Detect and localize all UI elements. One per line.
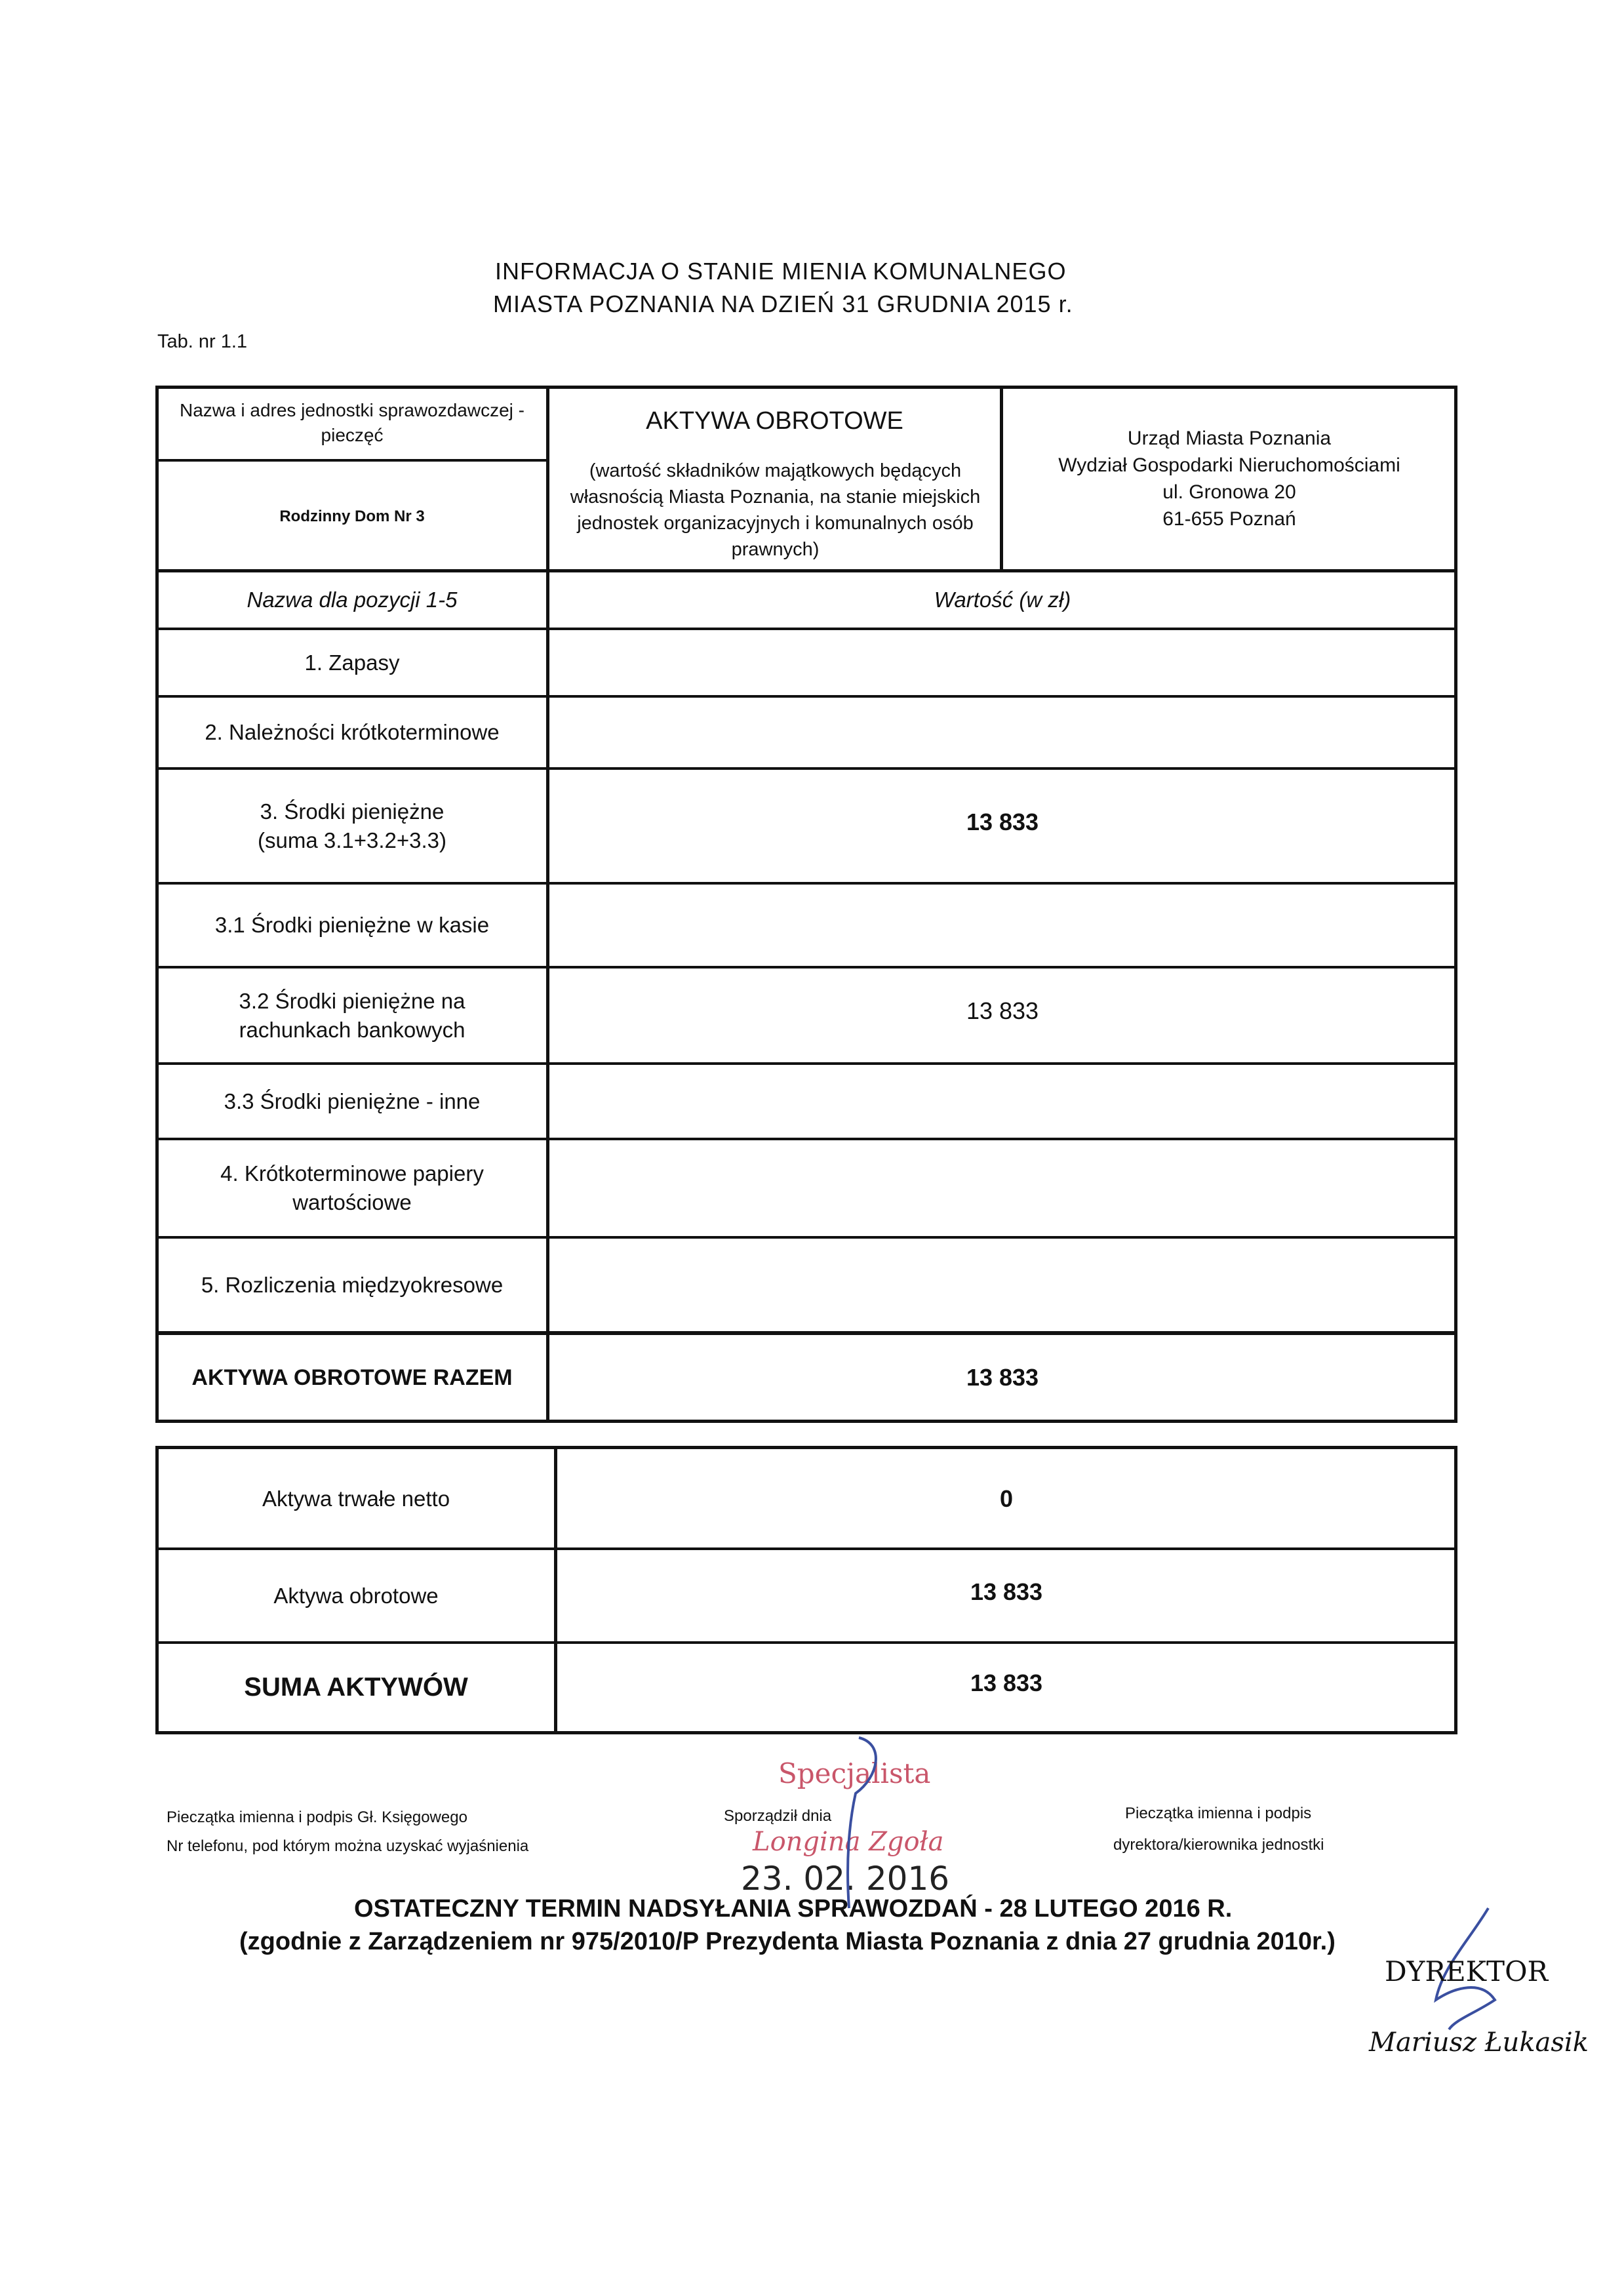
- row-label-text: 5. Rozliczenia międzyokresowe: [201, 1272, 504, 1297]
- table-row-label: [159, 968, 545, 1062]
- chief-accountant-stamp-label: Pieczątka imienna i podpis Gł. Księgowego: [167, 1808, 467, 1826]
- summary-value-text: 13 833: [970, 1578, 1043, 1605]
- unit-name-label-text: Nazwa i adres jednostki sprawozdawczej - pieczęć: [180, 400, 525, 445]
- table-total-label: [159, 1335, 545, 1420]
- unit-name: [159, 464, 545, 569]
- section-description: [564, 451, 987, 569]
- column-header-value: [551, 572, 1454, 628]
- row-label-text: 1. Zapasy: [304, 650, 400, 675]
- table-row-value: [551, 1140, 1454, 1236]
- divider: [155, 459, 547, 462]
- summary-total-label: [159, 1644, 553, 1731]
- row-label-text: 3.1 Środki pieniężne w kasie: [214, 913, 490, 937]
- table-row-label: [159, 1065, 545, 1138]
- phone-note-label: Nr telefonu, pod którym można uzyskać wyjaśnienia: [167, 1837, 529, 1855]
- summary-row-value: [559, 1550, 1454, 1634]
- divider: [546, 386, 549, 572]
- table-row-label: [159, 698, 545, 767]
- table-row-value: [551, 630, 1454, 695]
- document-title-line1: INFORMACJA O STANIE MIENIA KOMUNALNEGO: [495, 258, 1067, 285]
- column-header-name: [159, 572, 545, 628]
- table-row-value: [551, 770, 1454, 875]
- section-description-text: (wartość składników majątkowych będących własnością Miasta Poznania, na stanie miejskich jednostek organizacyjnych i komunalnych osób prawnych): [570, 460, 981, 560]
- summary-total-value: [559, 1644, 1454, 1723]
- table-row-label: [159, 1239, 545, 1331]
- recipient-line: Urząd Miasta Poznania: [1127, 428, 1332, 449]
- table-row-value: [551, 968, 1454, 1054]
- section-title-text: AKTYWA OBROTOWE: [646, 407, 903, 435]
- prepared-on-label: Sporządził dnia: [724, 1807, 832, 1825]
- handwritten-date: 23. 02. 2016: [741, 1860, 950, 1898]
- table-row-label: [159, 885, 545, 966]
- signature-scribble: [820, 1731, 898, 1915]
- table-row-value: [551, 1065, 1454, 1138]
- table-number: Tab. nr 1.1: [157, 331, 248, 352]
- summary-value-text: 0: [999, 1485, 1014, 1512]
- table-row-label: [159, 630, 545, 695]
- row-label-text: 3.2 Środki pieniężne na rachunkach bankowych: [239, 988, 465, 1042]
- unit-name-text: Rodzinny Dom Nr 3: [279, 508, 425, 525]
- recipient-line: Wydział Gospodarki Nieruchomościami: [1058, 454, 1400, 476]
- table-row-label: [159, 1140, 545, 1236]
- director-stamp-sublabel: dyrektora/kierownika jednostki: [1113, 1836, 1324, 1854]
- table-total-label-text: AKTYWA OBROTOWE RAZEM: [191, 1365, 513, 1390]
- recipient-address: [1004, 413, 1454, 544]
- recipient-line: 61-655 Poznań: [1162, 508, 1296, 530]
- column-header-value-text: Wartość (w zł): [934, 588, 1071, 612]
- row-value-text: 13 833: [966, 808, 1039, 835]
- summary-row-label: [159, 1550, 553, 1641]
- table-row-value: [551, 698, 1454, 767]
- director-name: Mariusz Łukasik: [1369, 2027, 1589, 2058]
- summary-total-value-text: 13 833: [970, 1669, 1043, 1696]
- table-row-value: [551, 1239, 1454, 1331]
- director-title: DYREKTOR: [1385, 1955, 1549, 1987]
- row-label-text: 4. Krótkoterminowe papiery wartościowe: [220, 1161, 484, 1214]
- stamp-name: Longina Zgoła: [753, 1827, 944, 1857]
- summary-label-text: Aktywa trwałe netto: [262, 1487, 450, 1511]
- summary-row-value: [559, 1450, 1454, 1547]
- table-row-value: [551, 885, 1454, 966]
- summary-row-label: [159, 1450, 553, 1547]
- table-row-label: [159, 770, 545, 882]
- recipient-line: ul. Gronowa 20: [1162, 481, 1296, 503]
- row-label-text: 3. Środki pieniężne (suma 3.1+3.2+3.3): [257, 799, 446, 852]
- stamp-role: Specjalista: [778, 1757, 931, 1789]
- row-label-text: 2. Należności krótkoterminowe: [205, 720, 500, 744]
- row-label-text: 3.3 Środki pieniężne - inne: [224, 1088, 481, 1113]
- column-header-name-text: Nazwa dla pozycji 1-5: [247, 588, 458, 612]
- director-stamp-label: Pieczątka imienna i podpis: [1125, 1805, 1312, 1822]
- unit-name-label: [159, 390, 545, 456]
- table-total-value-text: 13 833: [966, 1364, 1039, 1391]
- divider: [1000, 386, 1003, 572]
- table-total-value: [551, 1335, 1454, 1420]
- divider: [554, 1446, 557, 1734]
- row-value-text: 13 833: [966, 997, 1039, 1024]
- section-title: [551, 401, 999, 441]
- document-title-line2: MIASTA POZNANIA NA DZIEŃ 31 GRUDNIA 2015 r.: [493, 290, 1073, 317]
- summary-label-text: Aktywa obrotowe: [273, 1583, 439, 1608]
- deadline-notice: OSTATECZNY TERMIN NADSYŁANIA SPRAWOZDAŃ - 28 LUTEGO 2016 R.: [354, 1895, 1233, 1923]
- regulation-note: (zgodnie z Zarządzeniem nr 975/2010/P Prezydenta Miasta Poznania z dnia 27 grudnia 2010r.): [239, 1928, 1336, 1955]
- summary-total-label-text: SUMA AKTYWÓW: [244, 1673, 468, 1702]
